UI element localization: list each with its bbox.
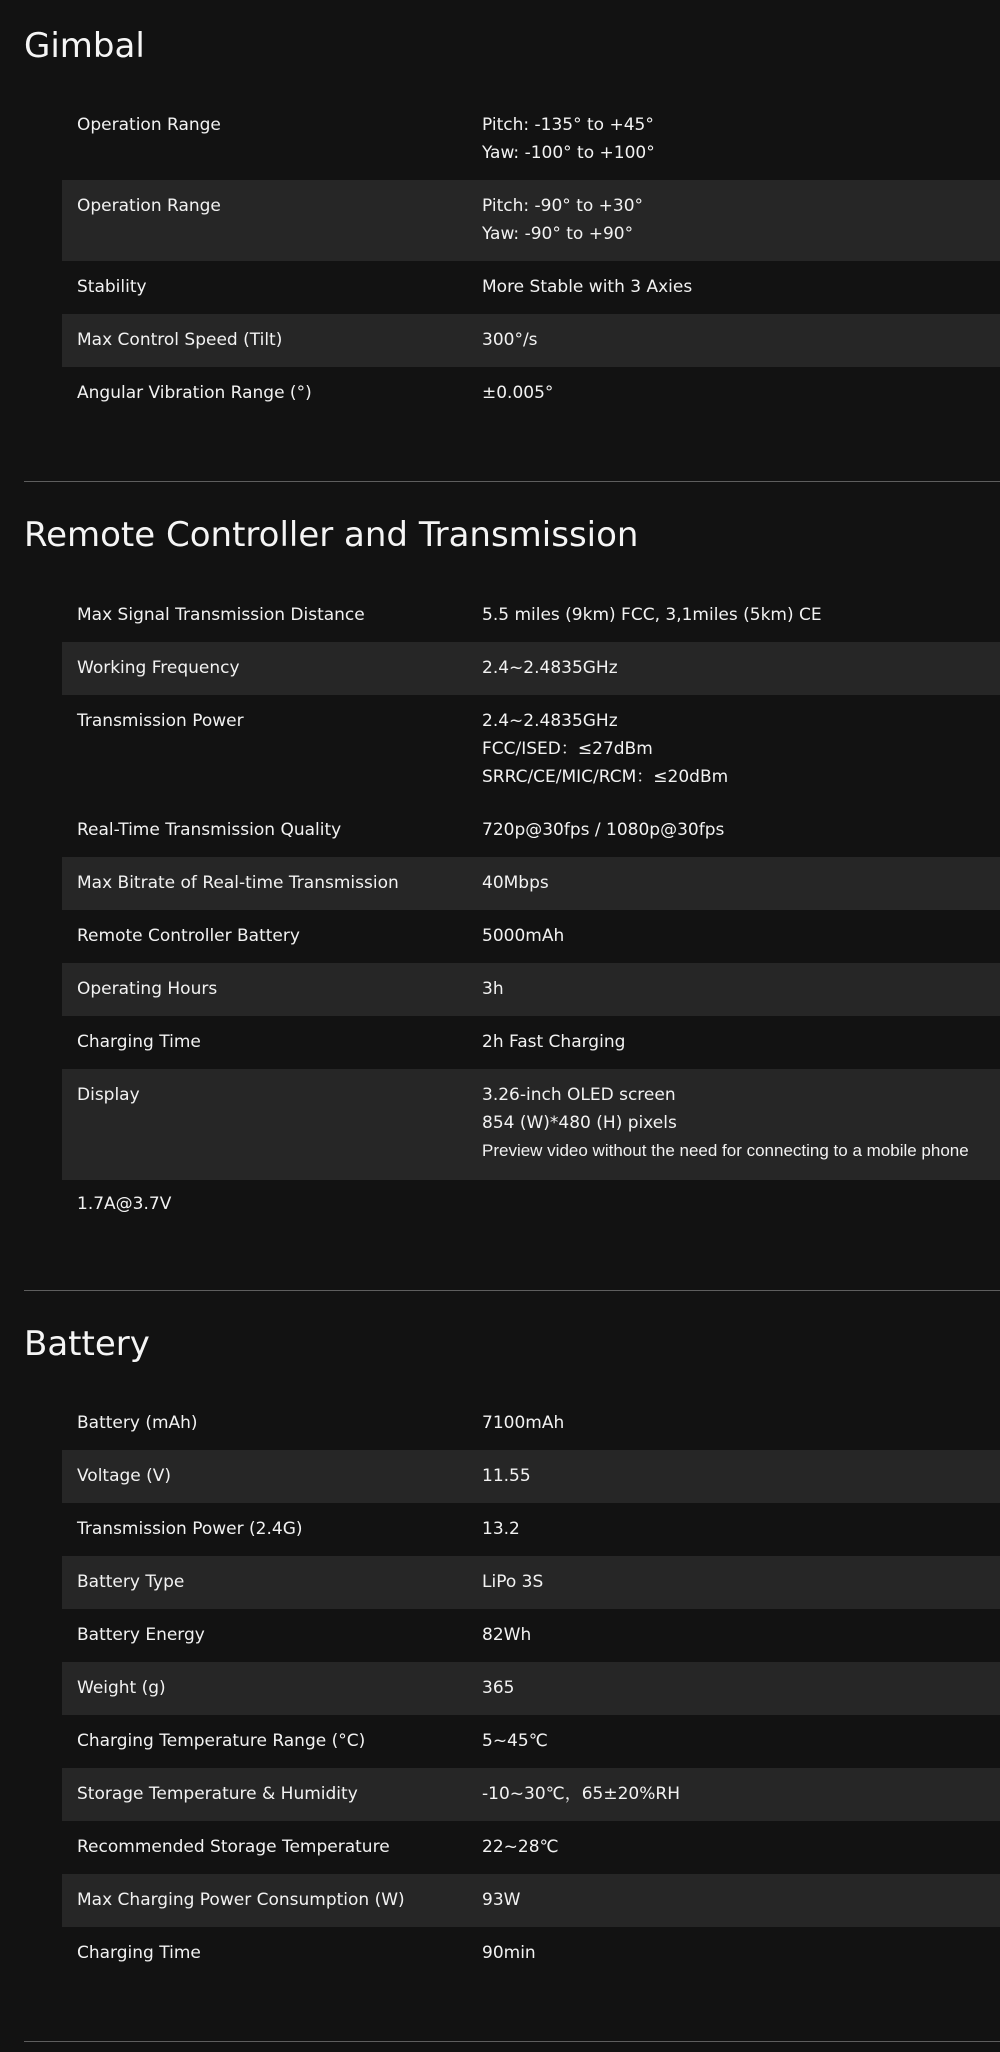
spec-label: Transmission Power (2.4G) (77, 1519, 303, 1539)
spec-value (482, 1028, 1000, 1056)
spec-row (62, 1556, 1000, 1609)
spec-value-line: More Stable with 3 Axies (482, 277, 693, 297)
spec-value-line: 5~45℃ (482, 1731, 548, 1751)
spec-value (482, 1409, 1000, 1437)
spec-row (62, 99, 1000, 180)
spec-row (62, 1927, 1000, 1980)
spec-value (482, 654, 1000, 682)
spec-label: Storage Temperature & Humidity (77, 1784, 358, 1804)
section-divider (24, 2041, 1000, 2042)
spec-label: Recommended Storage Temperature (77, 1837, 390, 1857)
spec-value (482, 1081, 1000, 1165)
spec-value-line: 854 (W)*480 (H) pixels (482, 1113, 677, 1133)
spec-value-line: Yaw: -100° to +100° (482, 143, 655, 163)
spec-value (482, 707, 1000, 791)
spec-value-line: 2.4~2.4835GHz (482, 658, 618, 678)
spec-value (482, 111, 1000, 167)
gimbal-spec-table (62, 99, 1000, 420)
spec-row (62, 1016, 1000, 1069)
spec-row (62, 1662, 1000, 1715)
spec-value (482, 869, 1000, 897)
spec-row (62, 1609, 1000, 1662)
battery-spec-table (62, 1397, 1000, 1980)
spec-value-line: 82Wh (482, 1625, 532, 1645)
spec-label: Remote Controller Battery (77, 926, 300, 946)
spec-value-line: Pitch: -135° to +45° (482, 115, 654, 135)
spec-label: Charging Temperature Range (°C) (77, 1731, 366, 1751)
spec-value-line: 93W (482, 1890, 521, 1910)
spec-value (482, 379, 1000, 407)
spec-value (482, 1462, 1000, 1490)
spec-value-line: 40Mbps (482, 873, 549, 893)
section-divider (24, 481, 1000, 482)
spec-row (62, 1503, 1000, 1556)
spec-row (62, 261, 1000, 314)
spec-row (62, 642, 1000, 695)
spec-value-line: 22~28℃ (482, 1837, 559, 1857)
spec-row (62, 367, 1000, 420)
spec-value (482, 326, 1000, 354)
spec-value-line: 3.26-inch OLED screen (482, 1085, 676, 1105)
spec-value-line: 5000mAh (482, 926, 565, 946)
spec-value (482, 273, 1000, 301)
spec-value (482, 975, 1000, 1003)
spec-label: Battery (mAh) (77, 1413, 198, 1433)
section-divider (24, 1290, 1000, 1291)
spec-label: Display (77, 1085, 140, 1105)
spec-value-line: 90min (482, 1943, 536, 1963)
section-title-remote-controller: Remote Controller and Transmission (24, 515, 639, 555)
spec-value-line: 365 (482, 1678, 515, 1698)
spec-note: 1.7A@3.7V (77, 1194, 172, 1214)
spec-value (482, 192, 1000, 248)
spec-label: Angular Vibration Range (°) (77, 383, 312, 403)
spec-value-line: 720p@30fps / 1080p@30fps (482, 820, 725, 840)
spec-value (482, 922, 1000, 950)
spec-value-line: Preview video without the need for connecting to a mobile phone (482, 1141, 969, 1160)
spec-value-line: Pitch: -90° to +30° (482, 196, 644, 216)
spec-value (482, 1674, 1000, 1702)
spec-value (482, 1833, 1000, 1861)
spec-label: Stability (77, 277, 147, 297)
spec-row (62, 1397, 1000, 1450)
spec-label: Battery Type (77, 1572, 185, 1592)
spec-row (62, 910, 1000, 963)
spec-value (482, 816, 1000, 844)
spec-value (482, 1568, 1000, 1596)
spec-label: Working Frequency (77, 658, 240, 678)
spec-value (482, 1515, 1000, 1543)
spec-row (62, 1821, 1000, 1874)
spec-value-line: -10~30℃，65±20%RH (482, 1784, 680, 1804)
spec-label: Charging Time (77, 1943, 201, 1963)
spec-value (482, 1727, 1000, 1755)
spec-label: Max Bitrate of Real-time Transmission (77, 873, 399, 893)
spec-value (482, 1886, 1000, 1914)
spec-value-line: 3h (482, 979, 504, 999)
spec-value-line: ±0.005° (482, 383, 554, 403)
spec-label: Operating Hours (77, 979, 218, 999)
spec-row (62, 180, 1000, 261)
spec-row (62, 314, 1000, 367)
spec-row (62, 1450, 1000, 1503)
spec-value-line: 11.55 (482, 1466, 531, 1486)
spec-row (62, 1874, 1000, 1927)
section-title-battery: Battery (24, 1324, 150, 1364)
spec-label: Real-Time Transmission Quality (77, 820, 342, 840)
spec-value-line: SRRC/CE/MIC/RCM：≤20dBm (482, 767, 729, 787)
spec-value (482, 1621, 1000, 1649)
spec-label: Max Signal Transmission Distance (77, 605, 365, 625)
spec-label: Voltage (V) (77, 1466, 172, 1486)
spec-label: Operation Range (77, 196, 221, 216)
spec-label: Transmission Power (77, 711, 244, 731)
spec-label: Charging Time (77, 1032, 201, 1052)
remote-spec-table (62, 589, 1000, 1218)
spec-row (62, 804, 1000, 857)
spec-value (482, 1780, 1000, 1808)
spec-row (62, 857, 1000, 910)
spec-row (62, 589, 1000, 642)
spec-row (62, 695, 1000, 804)
spec-value-line: 5.5 miles (9km) FCC, 3,1miles (5km) CE (482, 605, 822, 625)
spec-value-line: LiPo 3S (482, 1572, 544, 1592)
spec-row (62, 1768, 1000, 1821)
spec-value (482, 601, 1000, 629)
spec-row (62, 1069, 1000, 1180)
spec-label: Max Charging Power Consumption (W) (77, 1890, 405, 1910)
spec-value-line: 2.4~2.4835GHz (482, 711, 618, 731)
spec-value-line: Yaw: -90° to +90° (482, 224, 634, 244)
spec-value-line: 300°/s (482, 330, 538, 350)
spec-value-line: 7100mAh (482, 1413, 565, 1433)
spec-label: Max Control Speed (Tilt) (77, 330, 283, 350)
spec-value-line: 13.2 (482, 1519, 520, 1539)
spec-label: Battery Energy (77, 1625, 205, 1645)
spec-value-line: FCC/ISED：≤27dBm (482, 739, 653, 759)
spec-label: Weight (g) (77, 1678, 166, 1698)
spec-row (62, 1715, 1000, 1768)
section-title-gimbal: Gimbal (24, 26, 145, 66)
spec-value-line: 2h Fast Charging (482, 1032, 626, 1052)
spec-value (482, 1939, 1000, 1967)
spec-row (62, 963, 1000, 1016)
spec-label: Operation Range (77, 115, 221, 135)
